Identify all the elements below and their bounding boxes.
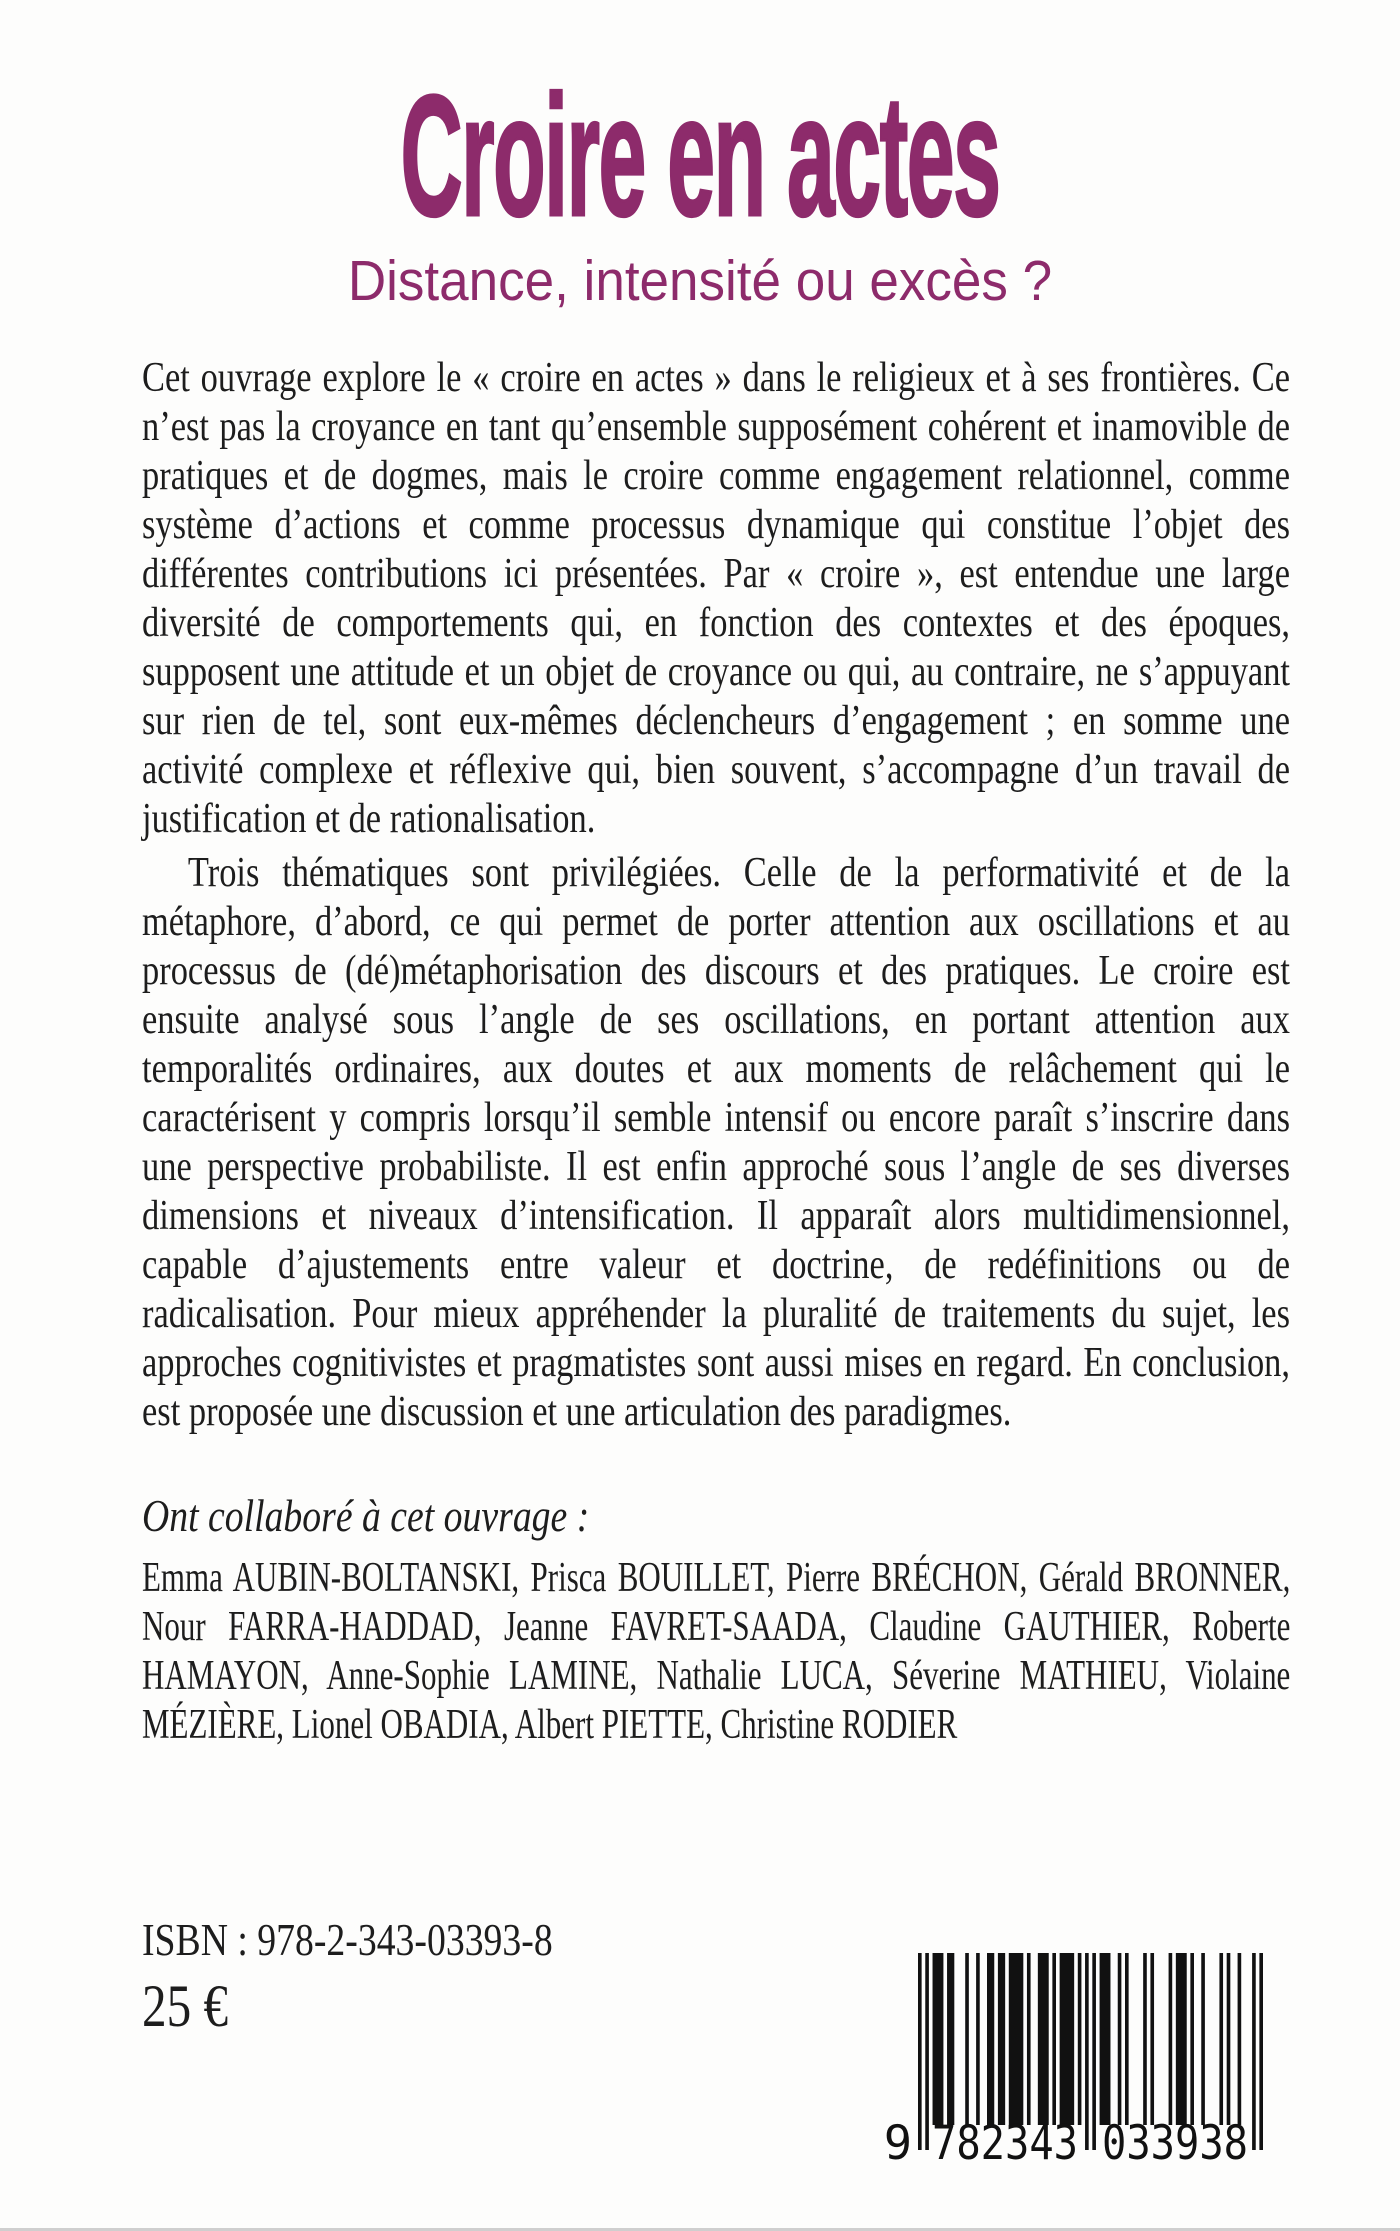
barcode-bar xyxy=(1176,1953,1187,2125)
barcode-bar xyxy=(1219,1953,1223,2125)
barcode-digits: 782343 xyxy=(932,2116,1078,2165)
barcode-bar xyxy=(987,1953,994,2125)
isbn-text: ISBN : 978-2-343-03393-8 xyxy=(142,1914,553,1965)
barcode-digits: 033938 xyxy=(1102,2116,1248,2165)
barcode-bar xyxy=(918,1953,922,2150)
barcode-bar xyxy=(998,1953,1005,2125)
synopsis-paragraph: Cet ouvrage explore le « croire en actes » dans le religieux et à ses frontières. Ce n’est pas la croyance en tant qu’ensemble supposément cohérent et inamovible de pratiques et de dogmes, mais le croire comme engagement relationnel, comme système d’actions et comme processus dynamique qui constitue l’objet des différentes contributions ici présentées. Par « croire », est entendue une large diversité de comportements qui, en fonction des contextes et des époques, supposent une attitude et un objet de croyance ou qui, au contraire, ne s’appuyant sur rien de tel, sont eux-mêmes déclencheurs d’engagement ; en somme une activité complexe et réflexive qui, bien souvent, s’accompagne d’un travail de justification et de rationalisation. xyxy=(142,355,1290,842)
barcode-bar xyxy=(1100,1953,1111,2125)
barcode-bar xyxy=(1201,1953,1205,2125)
barcode-bar xyxy=(965,1953,969,2125)
synopsis-paragraph: Trois thématiques sont privilégiées. Celle de la performativité et de la métaphore, d’abord, ce qui permet de porter attention aux oscillations et au processus de (dé)métaphorisation des discours et des pratiques. Le croire est ensuite analysé sous l’angle de ses oscillations, en portant attention aux temporalités ordinaires, aux doutes et aux moments de relâchement qui le caractérisent y compris lorsqu’il semble intensif ou encore paraît s’inscrire dans une perspective probabiliste. Il est enfin approché sous l’angle de ses diverses dimensions et niveaux d’intensification. Il apparaît alors multidimensionnel, capable d’ajustements entre valeur et doctrine, de redéfinitions ou de radicalisation. Pour mieux appréhender la pluralité de traitements du sujet, les approches cognitivistes et pragmatistes sont aussi mises en regard. En conclusion, est proposée une discussion et une articulation des paradigmes. xyxy=(142,850,1290,1435)
barcode-bar xyxy=(1118,1953,1122,2125)
barcode-bar xyxy=(1143,1953,1147,2125)
barcode-bar xyxy=(1092,1953,1096,2150)
cover-text-column xyxy=(142,354,1290,2038)
barcode-bar xyxy=(933,1953,944,2125)
book-subtitle: Distance, intensité ou excès ? xyxy=(347,249,1053,313)
price-text: 25 € xyxy=(142,1973,229,2039)
barcode-bar xyxy=(1238,1953,1242,2125)
barcode-bar xyxy=(1227,1953,1231,2125)
barcode-bar xyxy=(1259,1953,1263,2150)
barcode-bar xyxy=(1078,1953,1082,2125)
barcode-bar xyxy=(1060,1953,1075,2125)
barcode-bar xyxy=(1027,1953,1031,2125)
synopsis xyxy=(142,354,1290,1437)
barcode-bar xyxy=(1085,1953,1089,2150)
barcode-bar xyxy=(976,1953,980,2125)
collaborators-heading: Ont collaboré à cet ouvrage : xyxy=(142,1490,590,1541)
contributors-list: Emma AUBIN-BOLTANSKI, Prisca BOUILLET, Pierre BRÉCHON, Gérald BRONNER, Nour FARRA-HADDAD, Jeanne FAVRET-SAADA, Claudine GAUTHIER, Roberte HAMAYON, Anne-Sophie LAMINE, Nathalie LUCA, Séverine MATHIEU, Violaine MÉZIÈRE, Lionel OBADIA, Albert PIETTE, Christine RODIER xyxy=(142,1555,1291,1748)
barcode-bar xyxy=(1009,1953,1024,2125)
barcode-bar xyxy=(925,1953,929,2150)
barcode-bar xyxy=(1052,1953,1056,2125)
barcode-bar xyxy=(947,1953,954,2125)
barcode-bar xyxy=(1150,1953,1154,2125)
barcode-bar xyxy=(1125,1953,1129,2125)
book-title: Croire en actes xyxy=(400,60,1000,252)
barcode-bar xyxy=(1169,1953,1173,2125)
barcode-digits: 9 xyxy=(883,2116,912,2165)
barcode-bar xyxy=(1190,1953,1194,2125)
ean13-bars xyxy=(868,1953,1268,2165)
barcode-bar xyxy=(1252,1953,1256,2150)
ean13-barcode xyxy=(868,1953,1268,2165)
barcode-bar xyxy=(1038,1953,1049,2125)
